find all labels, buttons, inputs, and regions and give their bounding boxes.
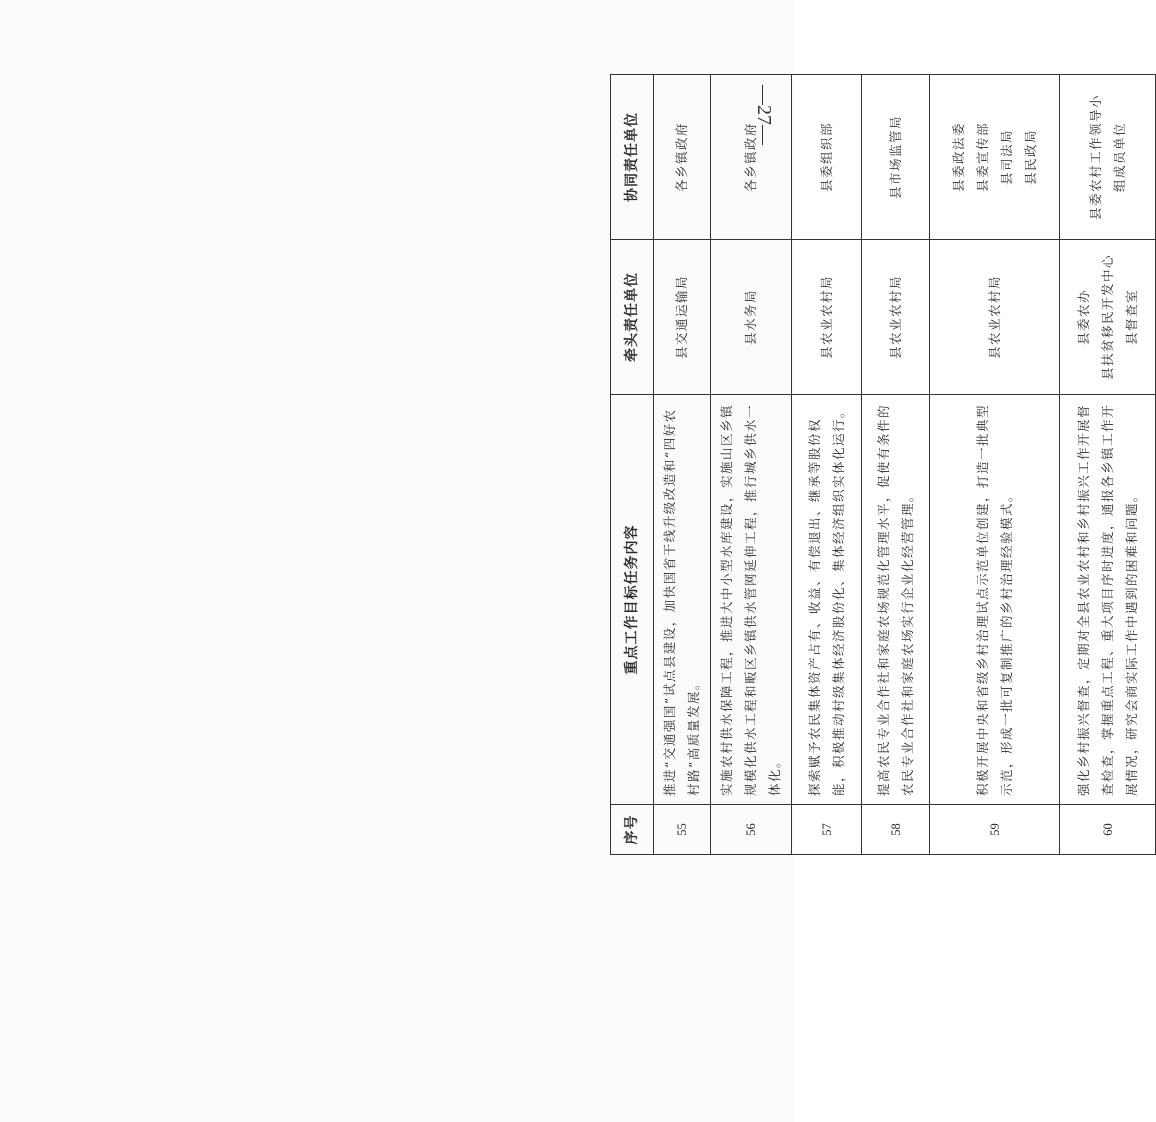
table-row	[711, 75, 792, 855]
row-assist: 各乡镇政府	[711, 75, 792, 240]
row-seq: 59	[930, 805, 1060, 855]
row-seq: 56	[711, 805, 792, 855]
row-lead: 县农业农村局	[930, 240, 1060, 395]
row-content: 推进“交通强国”试点县建设，加快国省干线升级改造和“四好农村路”高质量发展。	[654, 395, 711, 805]
header-seq: 序号	[611, 805, 654, 855]
row-assist: 各乡镇政府	[654, 75, 711, 240]
table-row	[792, 75, 862, 855]
row-assist: 县市场监管局	[862, 75, 930, 240]
row-assist: 县委组织部	[792, 75, 862, 240]
task-table	[610, 74, 1156, 855]
row-lead: 县交通运输局	[654, 240, 711, 395]
row-content: 提高农民专业合作社和家庭农场规范化管理水平，促使有条件的农民专业合作社和家庭农场实行企业化经营管理。	[862, 395, 930, 805]
row-content: 探索赋予农民集体资产占有、收益、有偿退出、继承等股份权能，积极推动村级集体经济股份化、集体经济组织实体化运行。	[792, 395, 862, 805]
row-lead: 县水务局	[711, 240, 792, 395]
row-content: 积极开展中央和省级乡村治理试点示范单位创建，打造一批典型示范，形成一批可复制推广的乡村治理经验模式。	[930, 395, 1060, 805]
row-lead: 县委农办 县扶贫移民开发中心 县督查室	[1060, 240, 1156, 395]
table-row	[654, 75, 711, 855]
row-seq: 58	[862, 805, 930, 855]
row-assist: 县委政法委 县委宣传部 县司法局 县民政局	[930, 75, 1060, 240]
header-lead: 牵头责任单位	[611, 240, 654, 395]
row-seq: 57	[792, 805, 862, 855]
table-row	[930, 75, 1060, 855]
table-row	[862, 75, 930, 855]
row-content: 强化乡村振兴督查，定期对全县农业农村和乡村振兴工作开展督查检查，掌握重点工程、重大项目序时进度，通报各乡镇工作开展情况，研究会商实际工作中遇到的困难和问题。	[1060, 395, 1156, 805]
row-content: 实施农村供水保障工程，推进大中小型水库建设，实施山区乡镇规模化供水工程和畈区乡镇供水管网延伸工程，推行城乡供水一体化。	[711, 395, 792, 805]
row-seq: 60	[1060, 805, 1156, 855]
page-number: —27—	[753, 85, 775, 145]
row-lead: 县农业农村局	[792, 240, 862, 395]
row-assist: 县委农村工作领导小 组成员单位	[1060, 75, 1156, 240]
table-header-row	[611, 75, 654, 855]
header-assist: 协同责任单位	[611, 75, 654, 240]
rotated-table-container	[610, 75, 1139, 855]
table-row	[1060, 75, 1156, 855]
row-seq: 55	[654, 805, 711, 855]
header-content: 重点工作目标任务内容	[611, 395, 654, 805]
row-lead: 县农业农村局	[862, 240, 930, 395]
